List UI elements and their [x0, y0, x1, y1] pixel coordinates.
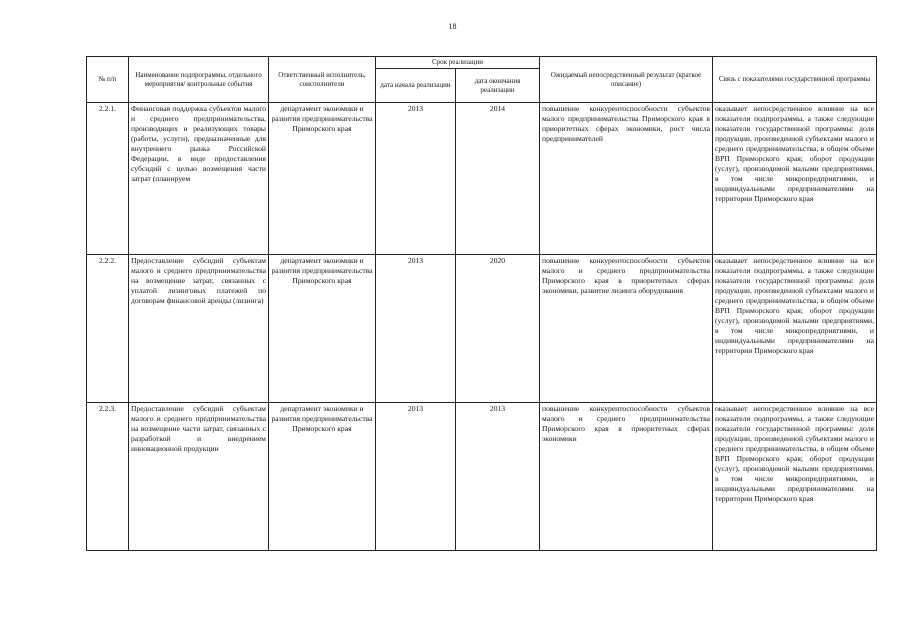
- row-num: 2.2.2.: [87, 255, 129, 403]
- header-start: дата начала реализации: [376, 69, 456, 103]
- row-end: 2020: [456, 255, 540, 403]
- table-row: [87, 403, 877, 551]
- row-num: 2.2.1.: [87, 103, 129, 255]
- header-result: Ожидаемый непосредственный результат (краткое описание): [540, 57, 713, 103]
- row-name: Предоставление субсидий субъектам малого и среднего предпринимательства на возмещение затрат, связанных с уплатой лизинговых платежей по договорам финансовой аренды (лизинга): [129, 255, 269, 403]
- row-result: повышение конкурентоспособности субъектов малого предпринимательства Приморского края в приоритетных сферах экономики, рост числа предпринимателей: [540, 103, 713, 255]
- row-name: Финансовая поддержка субъектов малого и среднего предпринимательства, производящих и реализующих товары (работы, услуги), предназначенные для внутреннего рынка Российской Федерации, в виде предоставления субсидий с целью возмещения части затрат (планируем: [129, 103, 269, 255]
- row-executor: департамент экономики и развития предпринимательства Приморского края: [269, 403, 376, 551]
- header-end: дата окончания реализации: [456, 69, 540, 103]
- row-executor: департамент экономики и развития предпринимательства Приморского края: [269, 103, 376, 255]
- header-link: Связь с показателями государственной программы: [713, 57, 877, 103]
- row-start: 2013: [376, 403, 456, 551]
- row-result: повышение конкурентоспособности субъектов малого и среднего предпринимательства Приморского края в приоритетных сферах экономики: [540, 403, 713, 551]
- row-start: 2013: [376, 255, 456, 403]
- header-num: № п/п: [87, 57, 129, 103]
- row-result: повышение конкурентоспособности субъектов малого и среднего предпринимательства Приморского края в приоритетных сферах экономики, развитие лизинга оборудования: [540, 255, 713, 403]
- row-num: 2.2.3.: [87, 403, 129, 551]
- row-name: Предоставление субсидий субъектам малого и среднего предпринимательства на возмещение части затрат, связанных с разработкой и внедрением инновационной продукции: [129, 403, 269, 551]
- header-executor: Ответственный исполнитель, соисполнители: [269, 57, 376, 103]
- row-start: 2013: [376, 103, 456, 255]
- row-link: оказывает непосредственное влияние на все показатели подпрограммы, а также следующие показатели государственной программы: доля продукции, произведенной субъектами малого и среднего предпринимательства, в общем объеме ВРП Приморского края; оборот продукции (услуг), производимой малыми предприятиями, в том числе микропредприятиями, и индивидуальными предпринимателями на территории Приморского края: [713, 255, 877, 403]
- row-end: 2014: [456, 103, 540, 255]
- row-executor: департамент экономики и развития предпринимательства Приморского края: [269, 255, 376, 403]
- row-link: оказывает непосредственное влияние на все показатели подпрограммы, а также следующие показатели государственной программы: доля продукции, произведенной субъектами малого и среднего предпринимательства, в общем объеме ВРП Приморского края; оборот продукции (услуг), производимой малыми предприятиями, в том числе микропредприятиями, и индивидуальными предпринимателями на территории Приморского края: [713, 403, 877, 551]
- table-row: [87, 103, 877, 255]
- row-end: 2013: [456, 403, 540, 551]
- page-number: 18: [448, 22, 457, 31]
- table-row: [87, 255, 877, 403]
- row-link: оказывает непосредственное влияние на все показатели подпрограммы, а также следующие показатели государственной программы: доля продукции, произведенной субъектами малого и среднего предпринимательства, в общем объеме ВРП Приморского края; оборот продукции (услуг), производимой малыми предприятиями, в том числе микропредприятиями, и индивидуальными предпринимателями на территории Приморского края: [713, 103, 877, 255]
- program-table: [86, 56, 877, 551]
- header-term: Срок реализации: [376, 57, 540, 69]
- header-name: Наименование подпрограммы, отдельного мероприятия/ контрольные события: [129, 57, 269, 103]
